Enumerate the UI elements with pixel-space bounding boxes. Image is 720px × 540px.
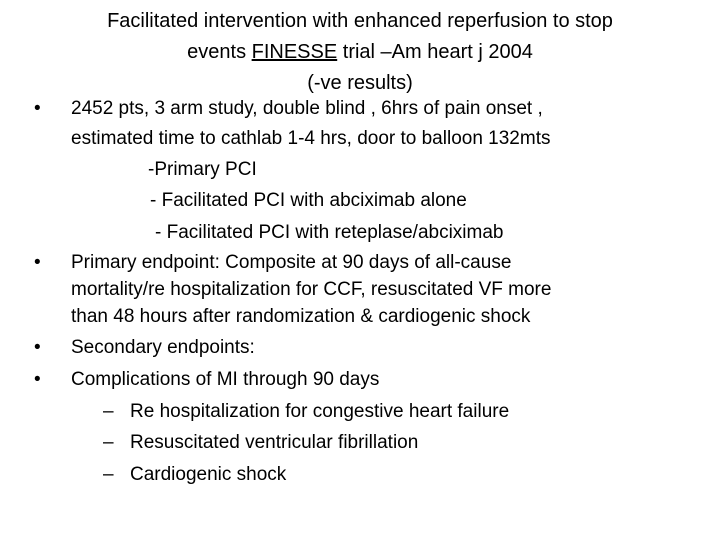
title-line-2-suffix: trial –Am heart j 2004: [337, 41, 533, 63]
bullet-marker-1: •: [34, 98, 41, 119]
bullet-2-line-3: than 48 hours after randomization & cardiogenic shock: [71, 306, 531, 327]
bullet-marker-3: •: [34, 337, 41, 358]
title-line-2: [40, 37, 680, 68]
complication-item-2: Resuscitated ventricular fibrillation: [130, 432, 419, 453]
bullet-2-line-2: mortality/re hospitalization for CCF, resuscitated VF more: [71, 279, 552, 300]
dash-marker-2: –: [103, 432, 114, 453]
study-arm-1: -Primary PCI: [148, 159, 257, 180]
title-line-3: (-ve results): [307, 72, 413, 94]
title-line-1: Facilitated intervention with enhanced reperfusion to stop: [107, 10, 613, 32]
trial-acronym: FINESSE: [251, 41, 338, 63]
bullet-3-line-1: Secondary endpoints:: [71, 337, 255, 358]
study-arm-2: - Facilitated PCI with abciximab alone: [150, 190, 467, 211]
study-arm-3: - Facilitated PCI with reteplase/abciximab: [155, 222, 504, 243]
slide-title: [40, 6, 680, 99]
complication-item-3: Cardiogenic shock: [130, 464, 287, 485]
complication-item-1: Re hospitalization for congestive heart failure: [130, 401, 510, 422]
bullet-marker-2: •: [34, 252, 41, 273]
bullet-2-line-1: Primary endpoint: Composite at 90 days of all-cause: [71, 252, 512, 273]
bullet-1-line-2: estimated time to cathlab 1-4 hrs, door to balloon 132mts: [71, 128, 551, 149]
bullet-1-line-1: 2452 pts, 3 arm study, double blind , 6hrs of pain onset ,: [71, 98, 543, 119]
dash-marker-3: –: [103, 464, 114, 485]
bullet-marker-4: •: [34, 369, 41, 390]
bullet-4-line-1: Complications of MI through 90 days: [71, 369, 380, 390]
dash-marker-1: –: [103, 401, 114, 422]
title-line-2-prefix: events: [187, 41, 252, 63]
